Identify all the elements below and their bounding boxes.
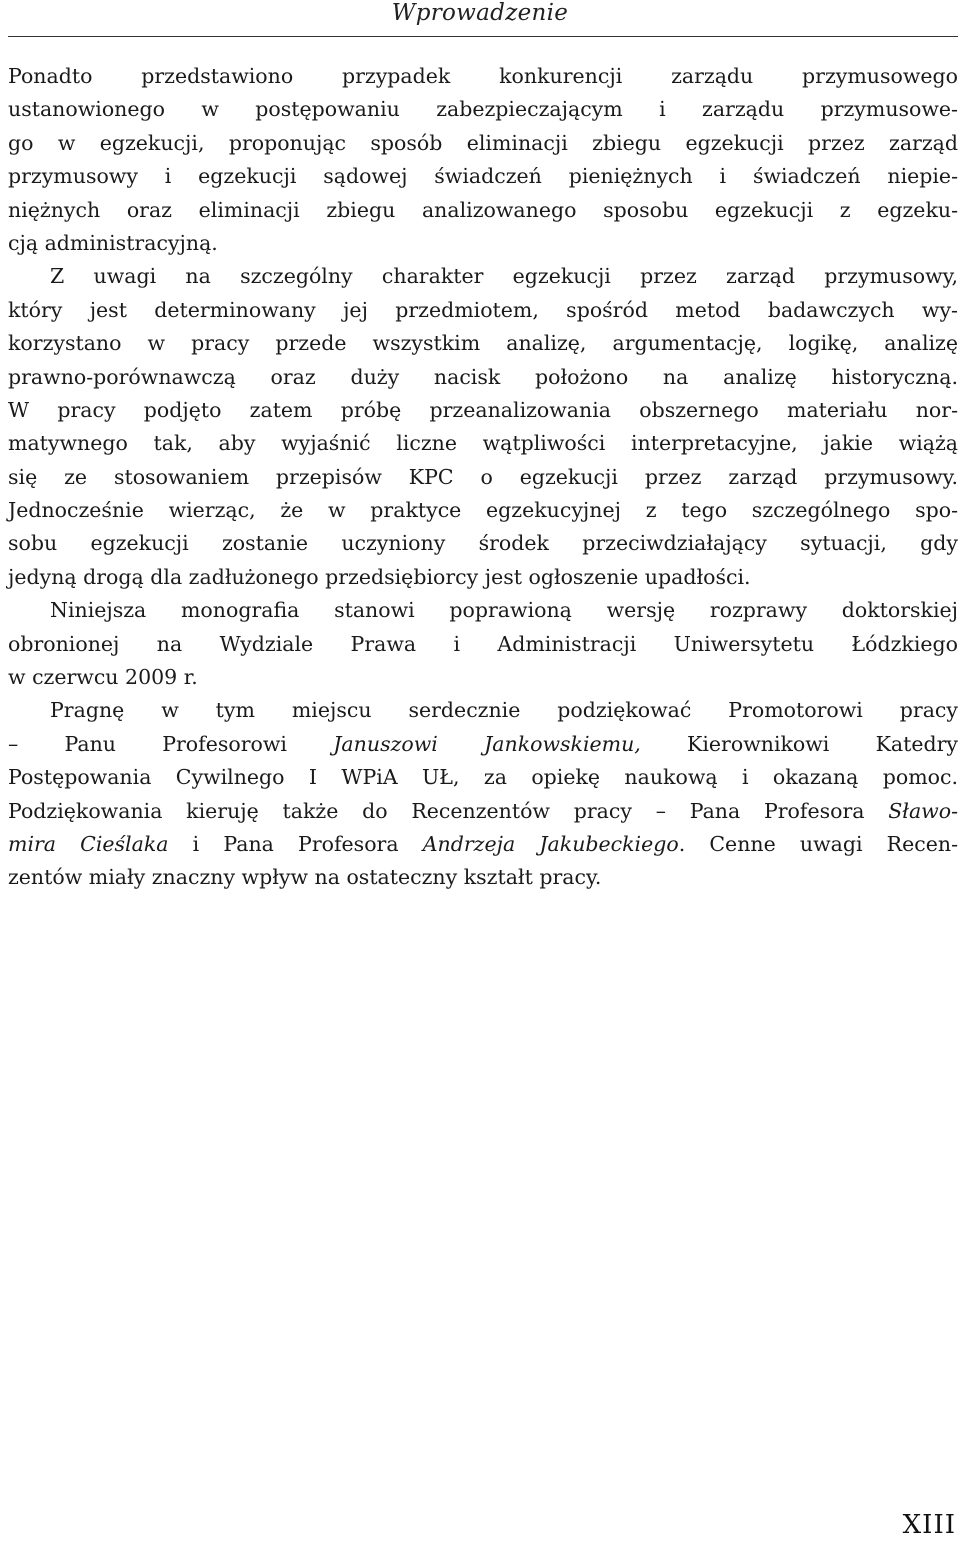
text-line: jedyną drogą dla zadłużonego przedsiębiorcy jest ogłoszenie upadłości.: [8, 564, 751, 589]
text-line: ustanowionego w postępowaniu zabezpieczającym i zarządu przymusowe-: [8, 97, 958, 122]
text-line: się ze stosowaniem przepisów KPC o egzekucji przez zarząd przymusowy.: [8, 464, 958, 489]
text-line: W pracy podjęto zatem próbę przeanalizowania obszernego materiału nor-: [8, 397, 958, 422]
page-body: [8, 60, 958, 895]
text-run: Kierownikowi Katedry: [640, 731, 959, 756]
text-line: niężnych oraz eliminacji zbiegu analizowanego sposobu egzekucji z egzeku-: [8, 197, 958, 222]
text-line: Z uwagi na szczególny charakter egzekucji przez zarząd przymusowy,: [50, 264, 958, 289]
text-line: sobu egzekucji zostanie uczyniony środek przeciwdziałający sytuacji, gdy: [8, 531, 958, 556]
text-run: . Cenne uwagi Recen-: [678, 831, 958, 856]
text-line: korzystano w pracy przede wszystkim analizę, argumentację, logikę, analizę: [8, 331, 958, 356]
text-line: który jest determinowany jej przedmiotem, spośród metod badawczych wy-: [8, 297, 958, 322]
text-line: przymusowy i egzekucji sądowej świadczeń pieniężnych i świadczeń niepie-: [8, 164, 958, 189]
paragraph-2: [8, 260, 958, 594]
paragraph-4: [8, 694, 958, 894]
text-run: – Panu Profesorowi: [8, 731, 334, 756]
text-line: Ponadto przedstawiono przypadek konkurencji zarządu przymusowego: [8, 64, 958, 88]
text-line: Jednocześnie wierząc, że w praktyce egzekucyjnej z tego szczególnego spo-: [8, 498, 958, 523]
text-line: cją administracyjną.: [8, 230, 218, 255]
text-line: go w egzekucji, proponując sposób eliminacji zbiegu egzekucji przez zarząd: [8, 130, 958, 155]
text-line: matywnego tak, aby wyjaśnić liczne wątpliwości interpretacyjne, jakie wiążą: [8, 431, 958, 456]
text-line: [8, 795, 958, 828]
reviewer-name: Sławo-: [888, 798, 958, 823]
header-rule: [8, 36, 958, 37]
paragraph-3: [8, 594, 958, 694]
running-title: Wprowadzenie: [391, 0, 569, 26]
text-line: prawno-porównawczą oraz duży nacisk położono na analizę historyczną.: [8, 364, 958, 389]
text-line: [8, 828, 958, 861]
text-line: Pragnę w tym miejscu serdecznie podziękować Promotorowi pracy: [50, 698, 958, 723]
text-line: Niniejsza monografia stanowi poprawioną wersję rozprawy doktorskiej: [50, 598, 958, 623]
text-line: w czerwcu 2009 r.: [8, 665, 198, 690]
reviewer-name: mira Cieślaka: [8, 831, 169, 856]
paragraph-1: [8, 60, 958, 260]
page-number: XIII: [902, 1510, 956, 1540]
text-line: obronionej na Wydziale Prawa i Administracji Uniwersytetu Łódzkiego: [8, 631, 958, 656]
text-line: [8, 728, 958, 761]
text-line: zentów miały znaczny wpływ na ostateczny kształt pracy.: [8, 865, 602, 890]
reviewer-name: Andrzeja Jakubeckiego: [422, 831, 679, 856]
text-run: i Pana Profesora: [168, 831, 423, 856]
text-run: Podziękowania kieruję także do Recenzentów pracy – Pana Profesora: [8, 798, 889, 823]
text-line: Postępowania Cywilnego I WPiA UŁ, za opiekę naukową i okazaną pomoc.: [8, 765, 958, 790]
promoter-name: Januszowi Jankowskiemu,: [333, 731, 641, 756]
